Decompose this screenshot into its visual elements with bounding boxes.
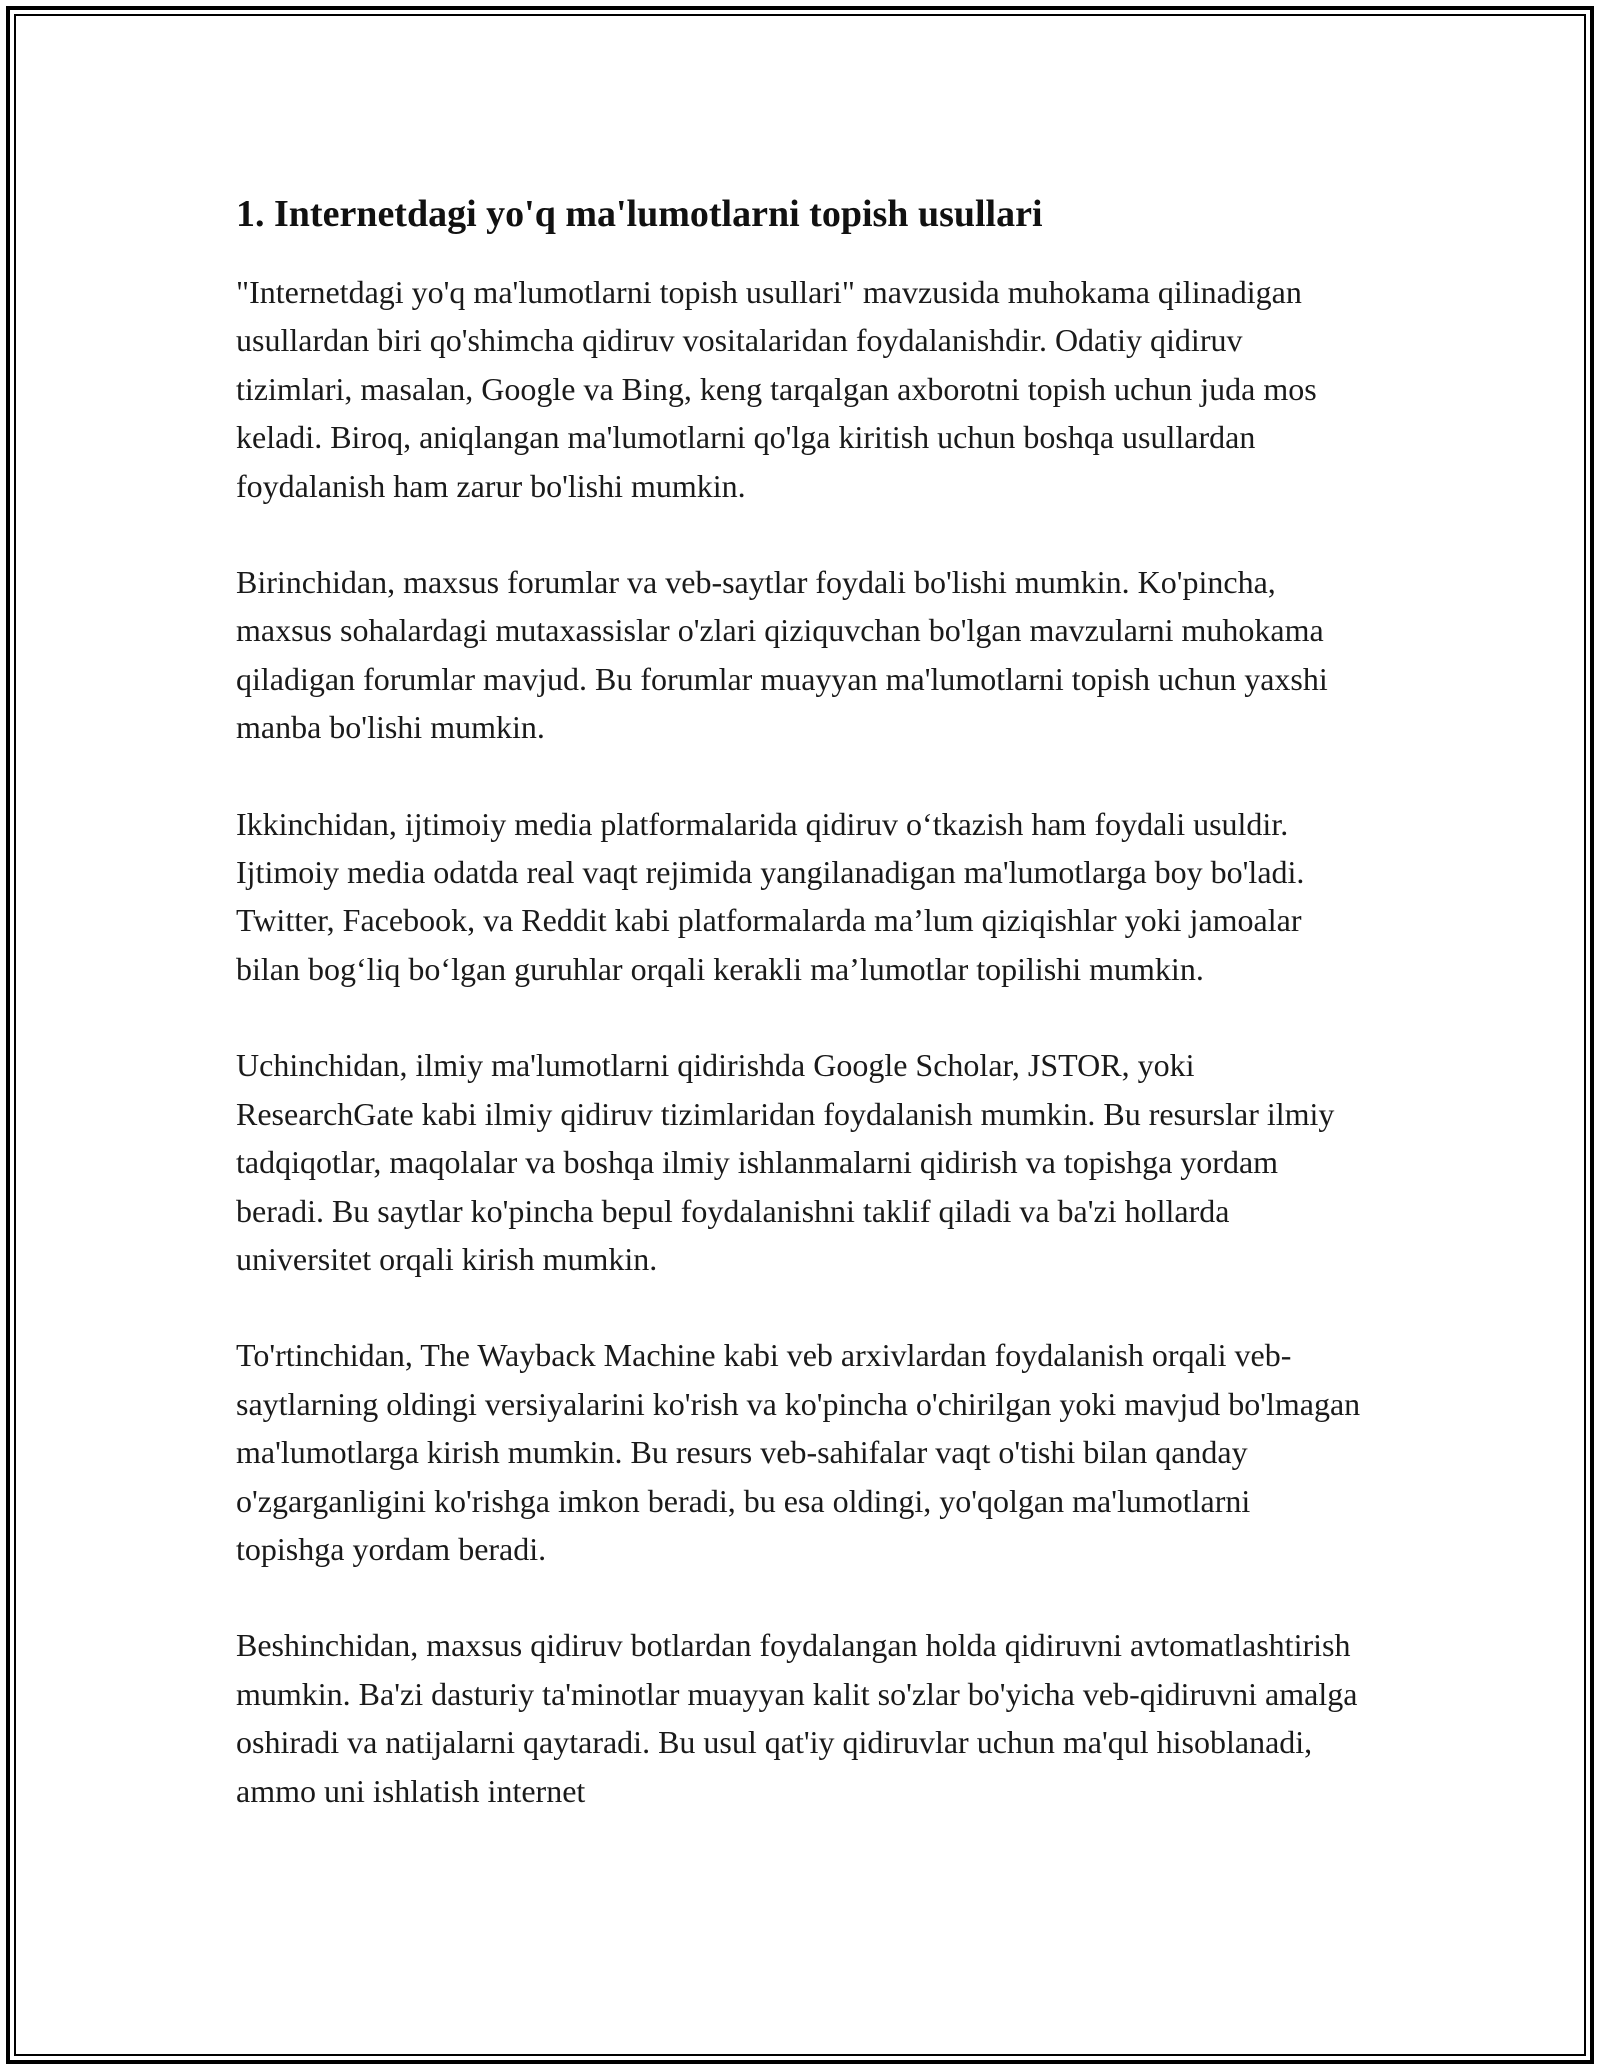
paragraph-third: Uchinchidan, ilmiy ma'lumotlarni qidirishda Google Scholar, JSTOR, yoki ResearchGate kabi ilmiy qidiruv tizimlaridan foydalanish mumkin. Bu resurslar ilmiy tadqiqotlar, maqolalar va boshqa ilmiy ishlanmalarni qidirish va topishga yordam beradi. Bu saytlar ko'pincha bepul foydalanishni taklif qiladi va ba'zi hollarda universitet orqali kirish mumkin. — [236, 1047, 1335, 1277]
paragraph-first: Birinchidan, maxsus forumlar va veb-saytlar foydali bo'lishi mumkin. Ko'pincha, maxsus sohalardagi mutaxassislar o'zlari qiziquvchan bo'lgan mavzularni muhokama qiladigan forumlar mavjud. Bu forumlar muayyan ma'lumotlarni topish uchun yaxshi manba bo'lishi mumkin. — [236, 564, 1328, 746]
paragraph-fifth: Beshinchidan, maxsus qidiruv botlardan foydalangan holda qidiruvni avtomatlashtirish mumkin. Ba'zi dasturiy ta'minotlar muayyan kalit so'zlar bo'yicha veb-qidiruvni amalga oshiradi va natijalarni qaytaradi. Bu usul qat'iy qidiruvlar uchun ma'qul hisoblanadi, ammo uni ishlatish internet — [236, 1627, 1358, 1809]
document-body — [236, 190, 1366, 1863]
paragraph-fourth: To'rtinchidan, The Wayback Machine kabi veb arxivlardan foydalanish orqali veb-saytlarning oldingi versiyalarini ko'rish va ko'pincha o'chirilgan yoki mavjud bo'lmagan ma'lumotlarga kirish mumkin. Bu resurs veb-sahifalar vaqt o'tishi bilan qanday o'zgarganligini ko'rishga imkon beradi, bu esa oldingi, yo'qolgan ma'lumotlarni topishga yordam beradi. — [236, 1337, 1361, 1567]
paragraph-intro: "Internetdagi yo'q ma'lumotlarni topish usullari" mavzusida muhokama qilinadigan usullardan biri qo'shimcha qidiruv vositalaridan foydalanishdir. Odatiy qidiruv tizimlari, masalan, Google va Bing, keng tarqalgan axborotni topish uchun juda mos keladi. Biroq, aniqlangan ma'lumotlarni qo'lga kiritish uchun boshqa usullardan foydalanish ham zarur bo'lishi mumkin. — [236, 274, 1317, 504]
paragraph-second: Ikkinchidan, ijtimoiy media platformalarida qidiruv o‘tkazish ham foydali usuldir. Ijtimoiy media odatda real vaqt rejimida yangilanadigan ma'lumotlarga boy bo'ladi. Twitter, Facebook, va Reddit kabi platformalarda ma’lum qiziqishlar yoki jamoalar bilan bog‘liq bo‘lgan guruhlar orqali kerakli ma’lumotlar topilishi mumkin. — [236, 805, 1305, 987]
section-heading: 1. Internetdagi yo'q ma'lumotlarni topish usullari — [236, 193, 1043, 235]
